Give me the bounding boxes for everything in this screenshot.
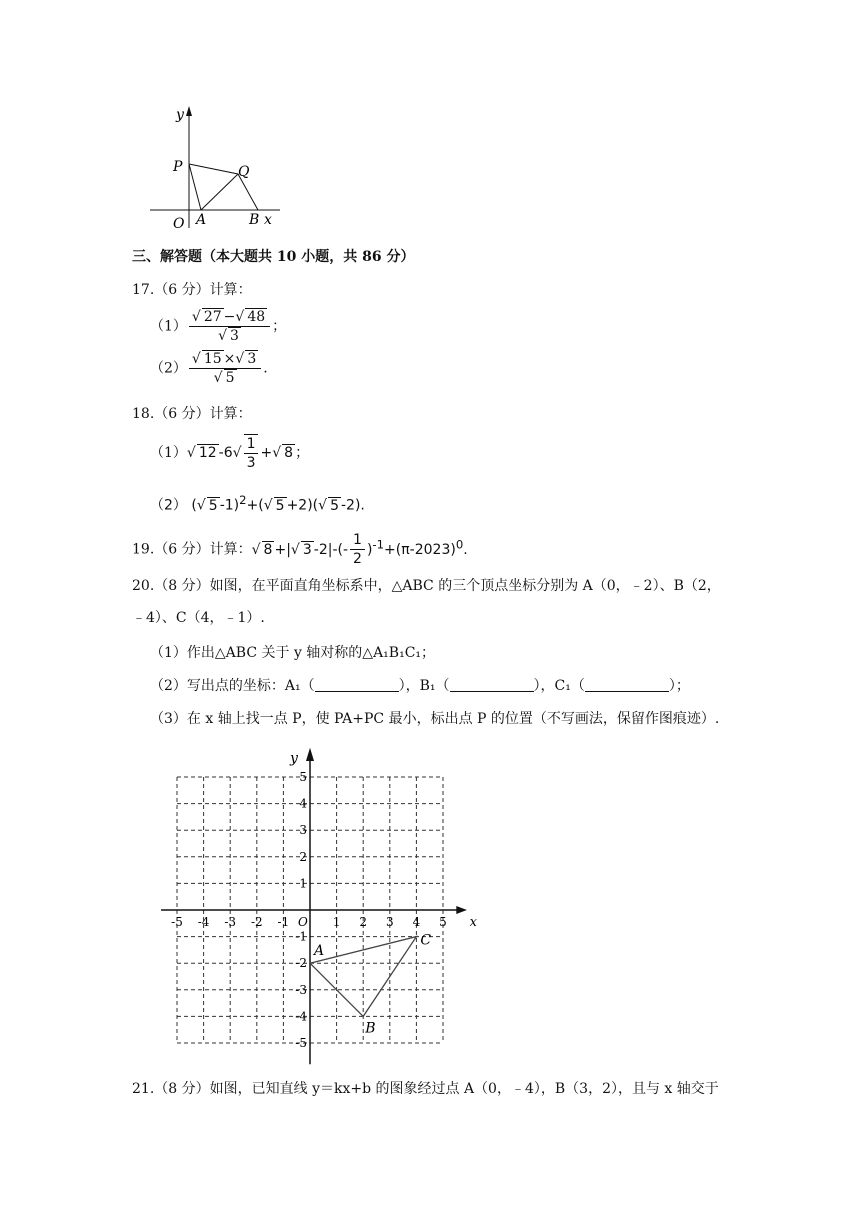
- fig1-label-b: B: [249, 212, 260, 228]
- x-tick-label: -3: [224, 915, 237, 929]
- x-tick-label: -5: [171, 915, 183, 929]
- fig1-label-a: A: [196, 212, 207, 228]
- y-axis-arrow: [306, 748, 314, 761]
- q19-line: 19.（6 分）计算：√ 8 +|√ 3 -2|-(- $\frac{1}{2}$ )$^{-1}+(\pi-2023)^0$.: [132, 532, 468, 567]
- x-tick-label: -2: [250, 915, 263, 929]
- y-tick-label: -3: [295, 982, 307, 997]
- x-tick-label: 4: [412, 915, 421, 929]
- y-tick-label: -5: [295, 1036, 307, 1050]
- y-tick-label: -1: [295, 929, 307, 944]
- x-tick-label: 1: [332, 915, 341, 929]
- point-label-b: B: [365, 1020, 376, 1037]
- y-tick-label: 3: [299, 823, 307, 838]
- origin-label: O: [298, 915, 308, 929]
- x-tick-label: 2: [359, 915, 368, 929]
- answer-blank-b1[interactable]: [450, 677, 534, 692]
- q18-part2: （2） (√ 5 -1)$^2$+(√ 5 +2)(√ 5 -2).: [150, 493, 365, 514]
- q17-p1-fraction: $\frac{√ 27 -√ 48}{√ 3}$: [189, 308, 270, 345]
- fig1-label-p: P: [173, 159, 183, 175]
- q21-line1: 21.（8 分）如图，已知直线 y＝kx+b 的图象经过点 A（0，﹣4），B（3，2），且与 x 轴交于: [132, 1081, 719, 1097]
- x-tick-label: -4: [197, 915, 210, 929]
- q20-line2: ﹣4）、C（4，﹣1）.: [132, 610, 265, 626]
- y-tick-label: 5: [299, 770, 307, 784]
- q17-p2-fraction: $\frac{√ 15 \times√ 3}{√ 5}$: [189, 350, 261, 387]
- fig1-label-x: x: [264, 212, 272, 228]
- y-tick-label: 1: [299, 876, 307, 891]
- y-tick-label: -2: [295, 956, 307, 971]
- y-tick-label: 4: [299, 796, 307, 811]
- y-tick-label: -4: [295, 1009, 307, 1024]
- section-heading: 三、解答题（本大题共 10 小题，共 86 分）: [132, 249, 415, 265]
- y-axis-label: y: [290, 750, 298, 767]
- answer-blank-c1[interactable]: [585, 677, 669, 692]
- q17-part2: （2） $\frac{√ 15 \times√ 3}{√ 5}$ .: [150, 351, 268, 386]
- q17-part1: （1） $\frac{√ 27 -√ 48}{√ 3}$ ；: [150, 309, 287, 344]
- q18-part1: （1）√ 12 -6√ $\frac{1}{3}$ +√ 8 ；: [150, 436, 310, 471]
- q20-part2: （2）写出点的坐标：A₁（ ），B₁（ ），C₁（ ）；: [150, 678, 690, 694]
- fig1-label-y: y: [176, 107, 184, 123]
- q17-stem: 17.（6 分）计算：: [132, 282, 252, 298]
- fig1-label-q: Q: [238, 164, 250, 180]
- fig1-label-o: O: [173, 216, 185, 232]
- x-tick-label: -1: [277, 915, 290, 929]
- q17-p1-label: （1）: [150, 318, 187, 335]
- coordinate-grid-figure: [150, 738, 480, 1068]
- q20-part1: （1）作出△ABC 关于 y 轴对称的△A₁B₁C₁；: [150, 645, 436, 661]
- x-axis-arrow: [456, 906, 467, 914]
- y-tick-label: 2: [299, 849, 307, 864]
- answer-blank-a1[interactable]: [315, 677, 399, 692]
- x-tick-label: 5: [439, 915, 447, 929]
- x-axis-label: x: [469, 915, 477, 930]
- q20-line1: 20.（8 分）如图，在平面直角坐标系中，△ABC 的三个顶点坐标分别为 A（0，﹣2）、B（2，: [132, 578, 721, 594]
- figure-pqab: [140, 100, 290, 235]
- q18-stem: 18.（6 分）计算：: [132, 406, 252, 422]
- x-tick-label: 3: [385, 915, 394, 929]
- q20-part3: （3）在 x 轴上找一点 P，使 PA+PC 最小，标出点 P 的位置（不写画法，保留作图痕迹）.: [150, 711, 720, 727]
- point-label-c: C: [420, 932, 432, 949]
- point-label-a: A: [314, 943, 325, 960]
- q17-p2-label: （2）: [150, 360, 187, 377]
